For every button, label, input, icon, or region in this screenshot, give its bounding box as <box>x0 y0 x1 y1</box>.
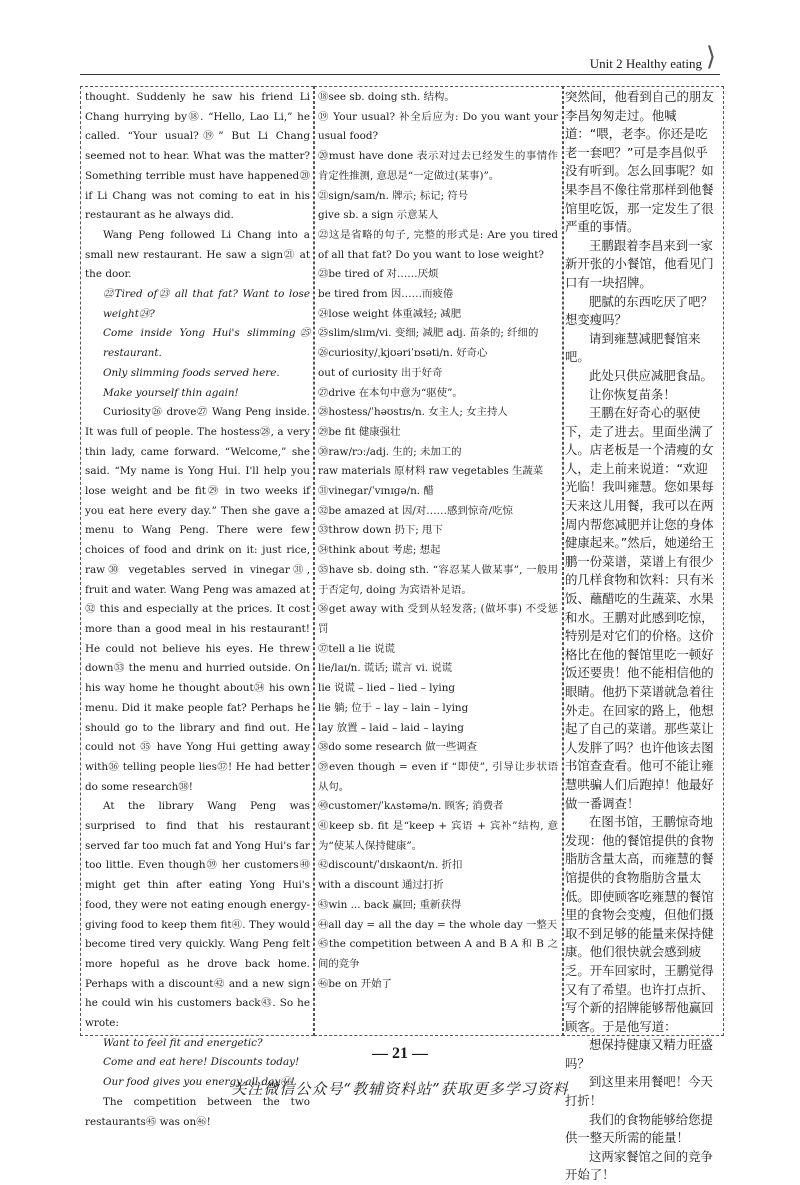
note-item: ㉕slim/slɪm/vi. 变细; 减肥 adj. 苗条的; 纤细的 <box>318 327 539 340</box>
text-paragraph: Our food gives you energy all day㊹! <box>103 1076 295 1089</box>
note-item: ㉙be fit 健康强壮 <box>318 425 401 438</box>
translation-paragraph: 让你恢复苗条！ <box>589 386 676 402</box>
note-item: ⑱see sb. doing sth. 结构。 <box>318 91 455 103</box>
note-item: ㉗drive 在本句中意为“驱使”。 <box>318 386 463 399</box>
note-item: ⑲ Your usual? 补全后应为: Do you want your usual food? <box>318 110 558 143</box>
note-item: give sb. a sign 示意某人 <box>318 209 439 222</box>
note-item: ㉛vinegar/ˈvɪnɪɡə/n. 醋 <box>318 485 434 498</box>
note-item: be tired from 因……而疲倦 <box>318 288 454 301</box>
page-number: — 21 — <box>372 1045 428 1062</box>
note-item: ㉒这是省略的句子, 完整的形式是: Are you tired of all that fat? Do you want to lose weight? <box>318 228 558 261</box>
translation-paragraph: 到这里来用餐吧！今天打折！ <box>565 1074 713 1109</box>
translation-column <box>565 88 720 1183</box>
note-item: ㊻be on 开始了 <box>318 977 392 990</box>
note-item: ㉔lose weight 体重减轻; 减肥 <box>318 307 462 320</box>
note-item: out of curiosity 出于好奇 <box>318 366 443 379</box>
note-item: with a discount 通过打折 <box>318 879 444 892</box>
translation-paragraph: 此处只供应减肥食品。 <box>589 367 713 383</box>
bottom-note: 关注微信公众号“教辅资料站”获取更多学习资料 <box>231 1080 569 1098</box>
translation-paragraph: 王鹏在好奇心的驱使下，走了进去。里面坐满了人。店老板是一个清瘦的女人，走上前来说道：“欢迎光临！我叫雍慧。您如果每天来这儿用餐，我可以在两周内帮您减肥并让您的身体健康起来。”然后，她递给王鹏一份菜谱，菜谱上有很少的几样食物和饮料：只有米饭、蘸醋吃的生蔬菜、水果和水。王鹏对此感到吃惊，特别是对它们的价格。这价格比在他的餐馆里吃一顿好饭还要贵！他不能相信他的眼睛。他扔下菜谱就急着往外走。在回家的路上，他想起了自己的菜谱。那些菜让人发胖了吗？也许他该去图书馆查查看。他可不能让雍慧哄骗人们后跑掉！他最好做一番调查！ <box>565 405 714 811</box>
note-item: lie 说谎 – lied – lied – lying <box>318 682 456 695</box>
text-paragraph: Come inside Yong Hui's slimming㉕ restaurant. <box>103 327 310 360</box>
text-paragraph: ㉒Tired of㉓ all that fat? Want to lose weight㉔? <box>103 288 310 320</box>
note-item: ㊲tell a lie 说谎 <box>318 642 396 655</box>
text-paragraph: At the library Wang Peng was surprised to find that his restaurant served far too much fat and Yong Hui's far too little. Even though㊴ her customers㊵ might get thin after eating Yong Hui's food, they were not eating enough energy-giving food to keep them fit㊶. They would become tired very quickly. Wang Peng felt more hopeful as he drove back home. Perhaps with a discount㊷ and a new sign he could win his customers back㊸. So he wrote: <box>85 800 310 1030</box>
page-header <box>80 42 720 75</box>
note-item: ㊴even though = even if “即使”, 引导让步状语从句。 <box>318 760 558 793</box>
note-item: ㊵customer/ˈkʌstəmə/n. 顾客; 消费者 <box>318 800 504 813</box>
note-item: ㉖curiosity/ˌkjʊəriˈɒsəti/n. 好奇心 <box>318 347 488 360</box>
text-paragraph: Make yourself thin again! <box>103 386 239 399</box>
note-item: ㉘hostess/ˈhəʊstɪs/n. 女主人; 女主持人 <box>318 406 508 419</box>
note-item: ㉞think about 考虑; 想起 <box>318 544 441 557</box>
note-item: ㊶keep sb. fit 是“keep + 宾语 + 宾补”结构, 意为“使某人保持健康”。 <box>318 820 558 852</box>
note-item: ㊳do some research 做一些调查 <box>318 741 478 754</box>
note-item: ㊷discount/ˈdɪskaʊnt/n. 折扣 <box>318 859 463 872</box>
note-item: ㊹all day = all the day = the whole day 一整天 <box>318 918 558 931</box>
text-paragraph: Curiosity㉖ drove㉗ Wang Peng inside. It was full of people. The hostess㉘, a very thin lady, came forward. “Welcome,” she said. “My name is Yong Hui. I'll help you lose weight and be fit㉙ in two weeks if you eat here every day.” Then she gave a menu to Wang Peng. There were few choices of food and drink on it: just rice, raw㉚ vegetables served in vinegar㉛, fruit and water. Wang Peng was amazed at㉜ this and especially at the prices. It cost more than a good meal in his restaurant! He could not believe his eyes. He threw down㉝ the menu and hurried outside. On his way home he thought about㉞ his own menu. Did it make people fat? Perhaps he should go to the library and find out. He could not ㉟ have Yong Hui getting away with㊱ telling people lies㊲! He had better do some research㊳! <box>85 406 310 793</box>
text-paragraph: Only slimming foods served here. <box>103 366 280 379</box>
translation-paragraph: 我们的食物能够给您提供一整天所需的能量！ <box>565 1111 713 1146</box>
translation-paragraph: 在图书馆，王鹏惊奇地发现：他的餐馆提供的食物脂肪含量太高，而雍慧的餐馆提供的食物脂肪含量太低。即使顾客吃雍慧的餐馆里的食物会变瘦，但他们摄取不到足够的能量来保持健康。他们很快就会感到疲乏。开车回家时，王鹏觉得又有了希望。也许打点折、写个新的招牌能够帮他赢回顾客。于是他写道： <box>565 814 714 1034</box>
note-item: ㊸win ... back 赢回; 重新获得 <box>318 898 462 911</box>
note-item: ㉝throw down 扔下; 甩下 <box>318 524 443 537</box>
note-item: ㉜be amazed at 因/对……感到惊奇/吃惊 <box>318 504 513 517</box>
translation-paragraph: 想保持健康又精力旺盛吗？ <box>565 1037 713 1071</box>
text-paragraph: thought. Suddenly he saw his friend Li Chang hurrying by⑱. “Hello, Lao Li,” he called. “Your usual?⑲” But Li Chang seemed not to hear. What was the matter? Something terrible must have happened⑳ if Li Chang was not coming to eat in his restaurant as he always did. <box>85 91 310 222</box>
translation-paragraph: 王鹏跟着李昌来到一家新开张的小餐馆，他看见门口有一块招牌。 <box>565 237 714 290</box>
note-item: ㉟have sb. doing sth. “容忍某人做某事”, 一般用于否定句, doing 为宾语补足语。 <box>318 563 558 596</box>
text-paragraph: Want to feel fit and energetic? <box>103 1036 263 1049</box>
note-item: ㊱get away with 受到从轻发落; (做坏事) 不受惩罚 <box>318 603 558 635</box>
notes-column <box>318 88 558 1032</box>
note-item: lay 放置 – laid – laid – laying <box>318 721 464 734</box>
note-item: ⑳must have done 表示对过去已经发生的事情作肯定性推测, 意思是“一定做过(某事)”。 <box>318 150 558 182</box>
text-paragraph: Come and eat here! Discounts today! <box>103 1056 300 1069</box>
translation-paragraph: 肥腻的东西吃厌了吧？想变瘦吗？ <box>565 293 713 328</box>
note-item: raw materials 原材料 raw vegetables 生蔬菜 <box>318 465 544 478</box>
translation-paragraph: 这两家餐馆之间的竞争开始了！ <box>565 1148 713 1183</box>
unit-title: Unit 2 Healthy eating <box>589 56 702 71</box>
page-curl-icon: ⟩ <box>705 42 716 72</box>
note-item: ㉚raw/rɔː/adj. 生的; 未加工的 <box>318 445 462 458</box>
translation-paragraph: 请到雍慧减肥餐馆来吧。 <box>565 330 701 365</box>
text-paragraph: Wang Peng followed Li Chang into a small new restaurant. He saw a sign㉑ at the door. <box>85 228 310 281</box>
note-item: ㊺the competition between A and B A 和 B 之间的竞争 <box>318 938 558 970</box>
translation-paragraph: 突然间，他看到自己的朋友李昌匆匆走过。他喊道：“喂，老李。你还是吃老一套吧？”可是李昌似乎没有听到。怎么回事呢？如果李昌不像往常那样到他餐馆里吃饭，那一定发生了很严重的事情。 <box>565 89 714 235</box>
note-item: ㉑sign/saɪn/n. 牌示; 标记; 符号 <box>318 189 469 202</box>
note-item: ㉓be tired of 对……厌烦 <box>318 268 439 281</box>
note-item: lie 躺; 位于 – lay – lain – lying <box>318 701 469 714</box>
text-paragraph: The competition between the two restaurants㊺ was on㊻! <box>85 1095 310 1128</box>
note-item: lie/laɪ/n. 谎话; 谎言 vi. 说谎 <box>318 662 453 675</box>
english-text-column <box>85 88 310 1128</box>
